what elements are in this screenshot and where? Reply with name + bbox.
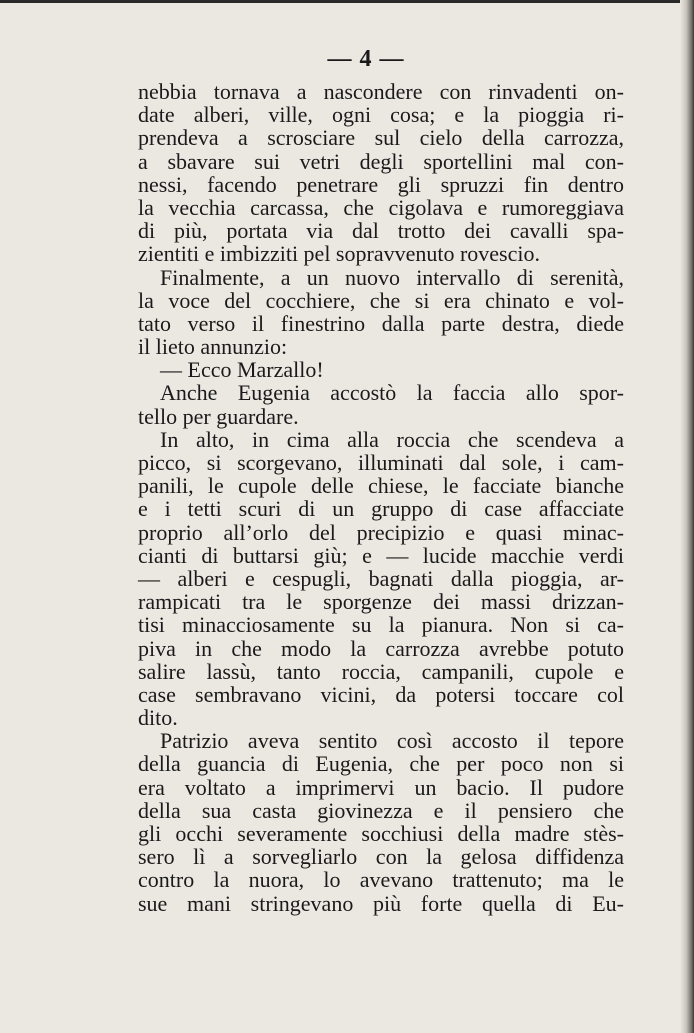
text-line: della sua casta giovinezza e il pensiero che [138, 797, 624, 823]
page-top-edge [0, 0, 694, 3]
text-line: era voltato a imprimervi un bacio. Il pudore [138, 774, 624, 800]
text-line: date alberi, ville, ogni cosa; e la pioggia ri- [138, 102, 624, 128]
text-line: Anche Eugenia accostò la faccia allo spor- [160, 380, 624, 406]
text-line: e i tetti scuri di un gruppo di case affacciate [138, 496, 624, 522]
text-line: piva in che modo la carrozza avrebbe potuto [138, 635, 624, 661]
text-line: sue mani stringevano più forte quella di Eu- [138, 890, 624, 916]
text-line: contro la nuora, lo avevano trattenuto; ma le [138, 867, 624, 893]
text-line: rampicati tra le sporgenze dei massi drizzan- [138, 589, 624, 615]
text-line: tisi minacciosamente su la pianura. Non si ca- [138, 612, 624, 638]
text-line: In alto, in cima alla roccia che scendeva a [160, 426, 624, 452]
text-line: la voce del cocchiere, che si era chinato e vol- [138, 287, 624, 313]
text-line: della guancia di Eugenia, che per poco non si [138, 751, 624, 777]
text-line: di più, portata via dal trotto dei cavalli spa- [138, 218, 624, 244]
text-line: Finalmente, a un nuovo intervallo di serenità, [160, 264, 624, 290]
text-line: nebbia tornava a nascondere con rinvadenti on- [138, 79, 624, 104]
text-line: dito. [138, 705, 178, 731]
text-line: — Ecco Marzallo! [160, 357, 324, 383]
text-line: il lieto annunzio: [138, 334, 288, 360]
body-text [138, 80, 624, 915]
text-line: tato verso il finestrino dalla parte destra, diede [138, 310, 624, 336]
text-line: proprio all’orlo del precipizio e quasi minac- [138, 519, 624, 545]
text-line: sero lì a sorvegliarlo con la gelosa diffidenza [138, 844, 624, 870]
text-line: — alberi e cespugli, bagnati dalla pioggia, ar- [138, 565, 624, 591]
text-line: Patrizio aveva sentito così accosto il tepore [160, 728, 624, 754]
text-line: cianti di buttarsi giù; e — lucide macchie verdi [138, 542, 624, 568]
text-line: prendeva a scrosciare sul cielo della carrozza, [138, 125, 624, 151]
text-line: panili, le cupole delle chiese, le facciate bianche [138, 473, 624, 499]
text-line: zientiti e imbizziti pel sopravvenuto rovescio. [138, 241, 540, 267]
text-line: la vecchia carcassa, che cigolava e rumoreggiava [138, 194, 624, 220]
text-line: salire lassù, tanto roccia, campanili, cupole e [138, 658, 624, 684]
text-line: picco, si scorgevano, illuminati dal sole, i cam- [138, 450, 624, 475]
text-line: gli occhi severamente socchiusi della madre stès- [138, 821, 624, 846]
page-number: — 4 — [327, 46, 405, 72]
text-line: tello per guardare. [138, 403, 299, 429]
page-binding-shadow [680, 0, 694, 1033]
text-line: case sembravano vicini, da potersi toccare col [138, 681, 624, 707]
text-line: nessi, facendo penetrare gli spruzzi fin dentro [138, 171, 624, 197]
text-line: a sbavare sui vetri degli sportellini mal con- [138, 148, 624, 174]
